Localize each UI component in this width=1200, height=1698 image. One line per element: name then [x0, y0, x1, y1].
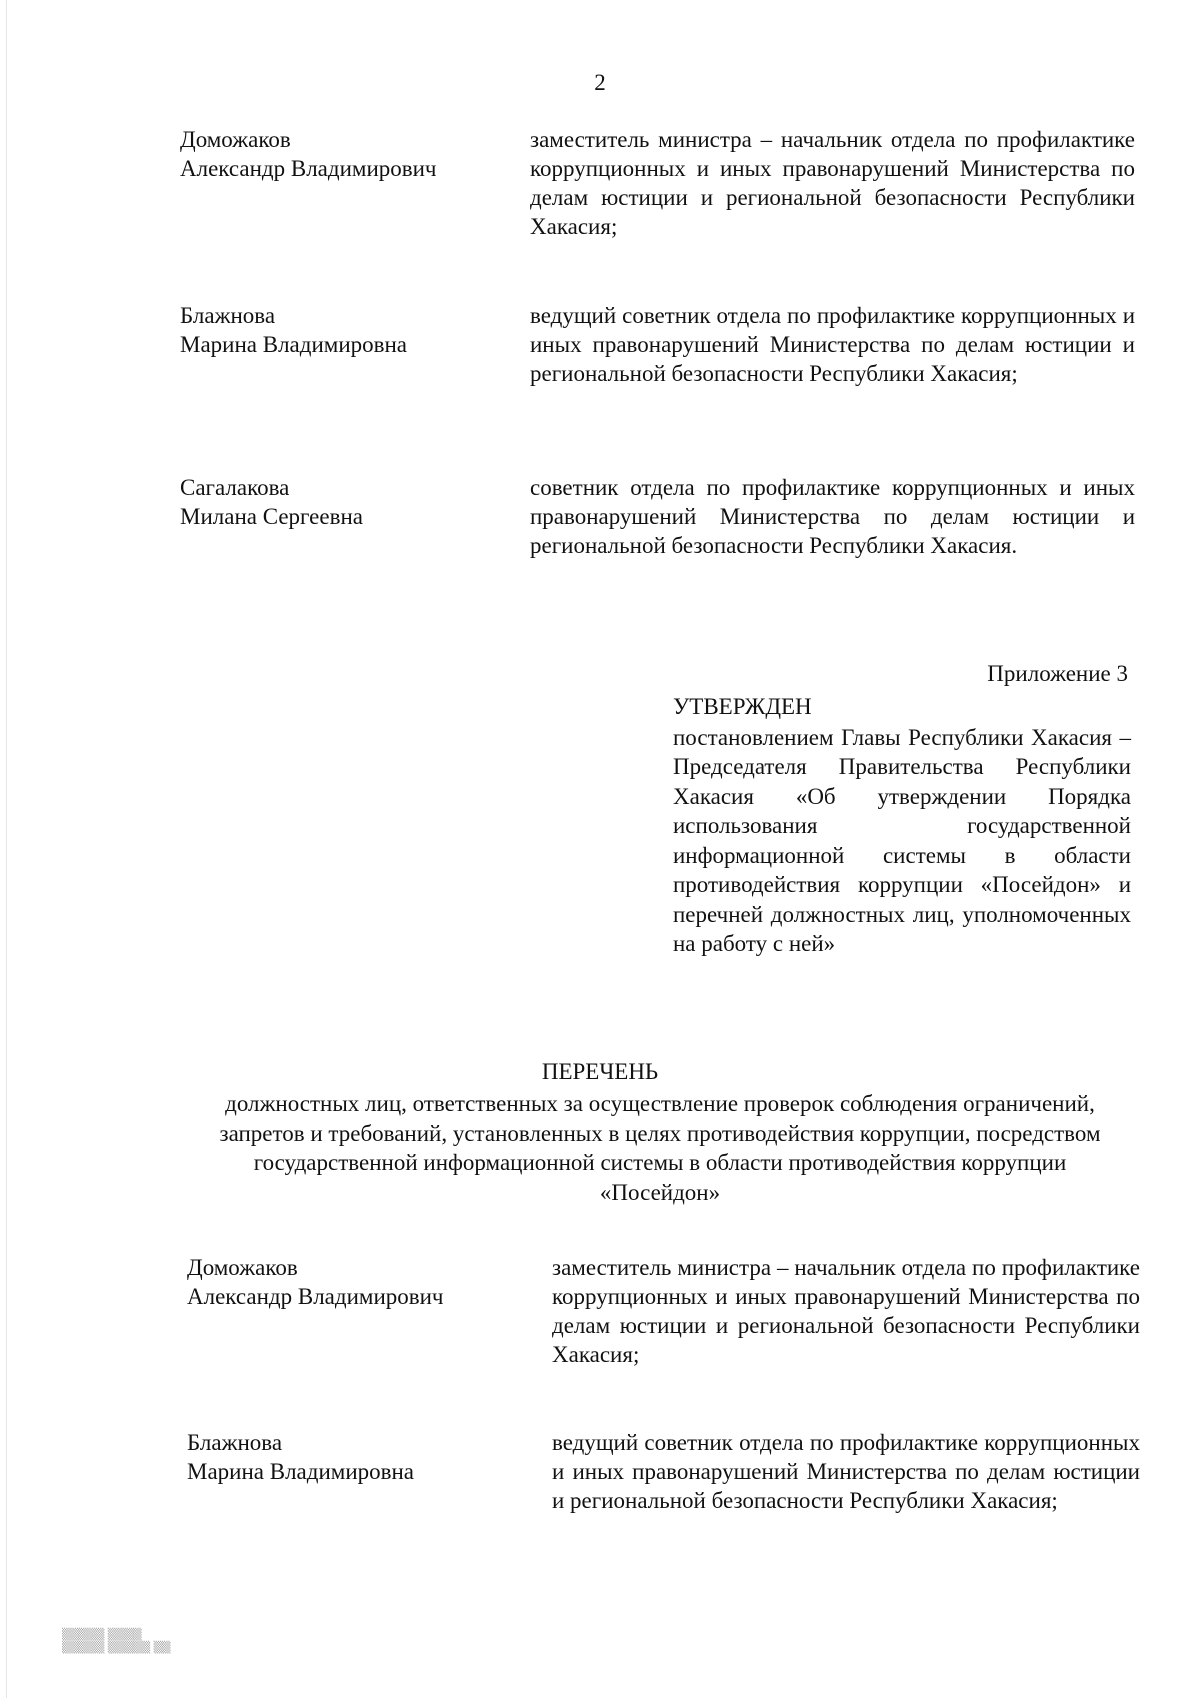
list-title: ПЕРЕЧЕНЬ [541, 1059, 659, 1084]
list-subtitle: должностных лиц, ответственных за осуществление проверок соблюдения ограничений, запретов и требований, установленных в целях противодействия коррупции, посредством государственной информационной системы в области противодействия коррупции «Посейдон» [219, 1091, 1101, 1205]
official-surname: Блажнова [187, 1430, 283, 1455]
official-surname: Сагалакова [180, 475, 290, 500]
official-name [187, 1253, 517, 1311]
official-surname: Доможаков [187, 1255, 298, 1280]
official-position: ведущий советник отдела по профилактике коррупционных и иных правонарушений Министерства по делам юстиции и региональной безопасности Республики Хакасия; [530, 303, 1135, 386]
official-given-name: Александр Владимирович [187, 1284, 444, 1309]
official-given-name: Марина Владимировна [180, 332, 408, 357]
official-surname: Доможаков [180, 127, 291, 152]
approval-block [673, 692, 1131, 959]
official-name [180, 473, 500, 531]
approved-text: постановлением Главы Республики Хакасия – Председателя Правительства Республики Хакасия «Об утверждении Порядка использования государственной информационной системы в области противодействия коррупции «Посейдон» и перечней должностных лиц, уполномоченных на работу с ней» [673, 724, 1131, 956]
approved-heading: УТВЕРЖДЕН [673, 694, 812, 719]
official-given-name: Марина Владимировна [187, 1459, 415, 1484]
faint-scan-mark: ▒▒▒▒▒ ▒▒▒▒ ▒▒▒▒▒ ▒▒▒▒▒ ▒▒ [62, 1628, 171, 1654]
official-given-name: Милана Сергеевна [180, 504, 363, 529]
official-position: заместитель министра – начальник отдела по профилактике коррупционных и иных правонарушений Министерства по делам юстиции и региональной безопасности Республики Хакасия; [552, 1255, 1140, 1367]
official-name [180, 301, 500, 359]
official-surname: Блажнова [180, 303, 276, 328]
official-name [180, 125, 500, 183]
official-position: советник отдела по профилактике коррупционных и иных правонарушений Министерства по делам юстиции и региональной безопасности Республики Хакасия. [530, 475, 1135, 558]
official-position: ведущий советник отдела по профилактике коррупционных и иных правонарушений Министерства по делам юстиции и региональной безопасности Республики Хакасия; [552, 1430, 1140, 1513]
appendix-label: Приложение 3 [987, 661, 1128, 686]
scan-edge-line [6, 0, 7, 1698]
official-given-name: Александр Владимирович [180, 156, 437, 181]
official-position: заместитель министра – начальник отдела по профилактике коррупционных и иных правонарушений Министерства по делам юстиции и региональной безопасности Республики Хакасия; [530, 127, 1135, 239]
official-name [187, 1428, 517, 1486]
page-number: 2 [594, 70, 606, 95]
